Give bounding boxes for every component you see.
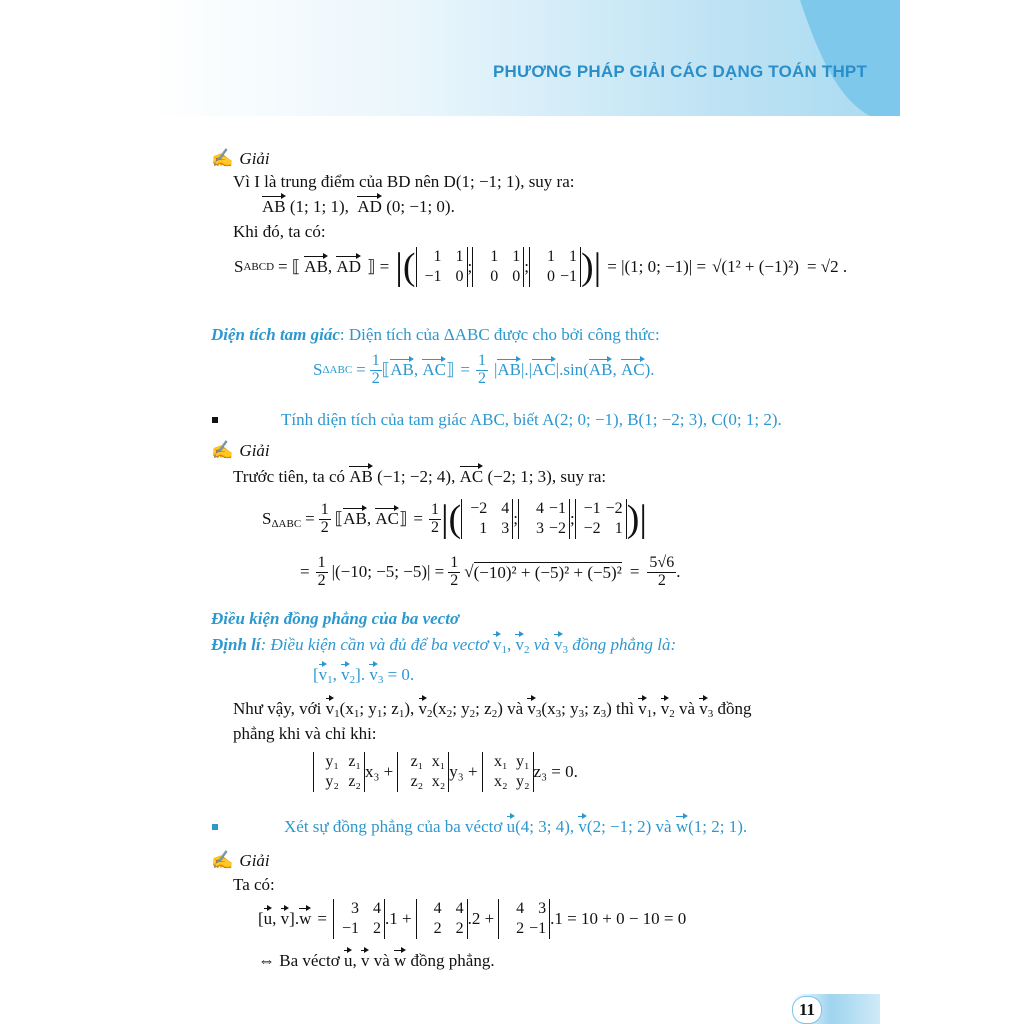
solution-1-formula: S ABCD = ⟦ AB , AD ⟧ = |( 1 1 −1 0 ; 1 1 0 0 ; 1 1 0 −1 )| = |(1; 0; −1)| = √(1² + (−1)²) = √2 .	[234, 246, 848, 288]
solution-1-heading: ✍ Giải	[211, 148, 270, 168]
solution-2-line-1: Trước tiên, ta có AB (−1; −2; 4), AC (−2; 1; 3), suy ra:	[233, 467, 607, 486]
solution-1-line-1: Vì I là trung điểm của BD nên D(1; −1; 1), suy ra:	[233, 172, 575, 191]
header-curve	[800, 0, 900, 116]
area-formula: S ΔABC = $\frac{1}{2}$ ⟦ AB , AC ⟧ = $\frac{1}{2}$ | AB | . | AC | .sin( AB , AC ).	[313, 351, 655, 387]
solution-2-result: = $\frac{1}{2}$ |(−10; −5; −5)| = $\frac{1}{2}$ √ (−10)² + (−5)² + (−5)² = $\frac{5√6}{2}$ .	[300, 553, 681, 589]
solution-2-formula: $S_{\Delta ABC}$ = $\frac{1}{2}$ ⟦ AB , AC ⟧ = $\frac{1}{2}$ |( −2 4 1 3 ; 4 −1 3 −2 ; −1 −2 −2 1 )|	[262, 498, 647, 540]
coplanar-equation: [$v_1$, $v_2$]. $v_3 = 0$.	[313, 665, 415, 686]
square-bullet-icon	[212, 824, 218, 830]
page-number: 11	[792, 996, 822, 1024]
square-bullet-icon	[212, 417, 218, 423]
solution-3-conclusion: ⇔ Ba véctơ u, v và w đồng phẳng.	[258, 951, 495, 970]
coplanar-paragraph-2: phẳng khi và chỉ khi:	[233, 724, 377, 743]
coplanar-paragraph-1: Như vậy, với $v_1(x_1$; $y_1$; $z_1$), $v_2(x_2$; $y_2$; $z_2$) và $v_3(x_3$; $y_3$; $z_3$) thì $v_1$, $v_2$ và $v_3$ đồng	[233, 699, 752, 720]
solution-3-line-1: Ta có:	[233, 875, 275, 894]
coplanar-determinant-condition: y₁ z₁ y₂ z₂ x₃ + z₁ x₁ z₂ x₂ y₃ + x₁ y₁ x₂ y₂ z₃ = 0.	[313, 747, 578, 797]
solution-3-heading: ✍ Giải	[211, 850, 270, 870]
writing-hand-icon: ✍	[211, 440, 234, 460]
exercise-2-prompt: Xét sự đồng phẳng của ba véctơ u(4; 3; 4), v(2; −1; 2) và w(1; 2; 1).	[284, 817, 748, 836]
solution-1-vectors: AB (1; 1; 1), AD (0; −1; 0).	[262, 197, 455, 216]
area-formula-heading: Diện tích tam giác: Diện tích của ΔABC được cho bởi công thức:	[211, 325, 660, 344]
solution-1-line-3: Khi đó, ta có:	[233, 222, 326, 241]
header-title: PHƯƠNG PHÁP GIẢI CÁC DẠNG TOÁN THPT	[493, 62, 868, 81]
coplanar-theorem: Định lí: Điều kiện cần và đủ để ba vectơ $v_1$, $v_2$ và $v_3$ đồng phẳng là:	[211, 635, 677, 656]
writing-hand-icon: ✍	[211, 850, 234, 870]
writing-hand-icon: ✍	[211, 148, 234, 168]
coplanar-heading: Điều kiện đồng phẳng của ba vectơ	[211, 609, 460, 628]
solution-3-calculation: [ u , v ]. w = 3 4 −1 2 .1 + 4 4 2 2 .2 + 4 3 2 −1 .1 = 10 + 0 − 10 = 0	[258, 900, 687, 937]
solution-2-heading: ✍ Giải	[211, 440, 270, 460]
exercise-1-prompt: Tính diện tích của tam giác ABC, biết A(2; 0; −1), B(1; −2; 3), C(0; 1; 2).	[281, 410, 782, 429]
header-band	[150, 0, 900, 116]
